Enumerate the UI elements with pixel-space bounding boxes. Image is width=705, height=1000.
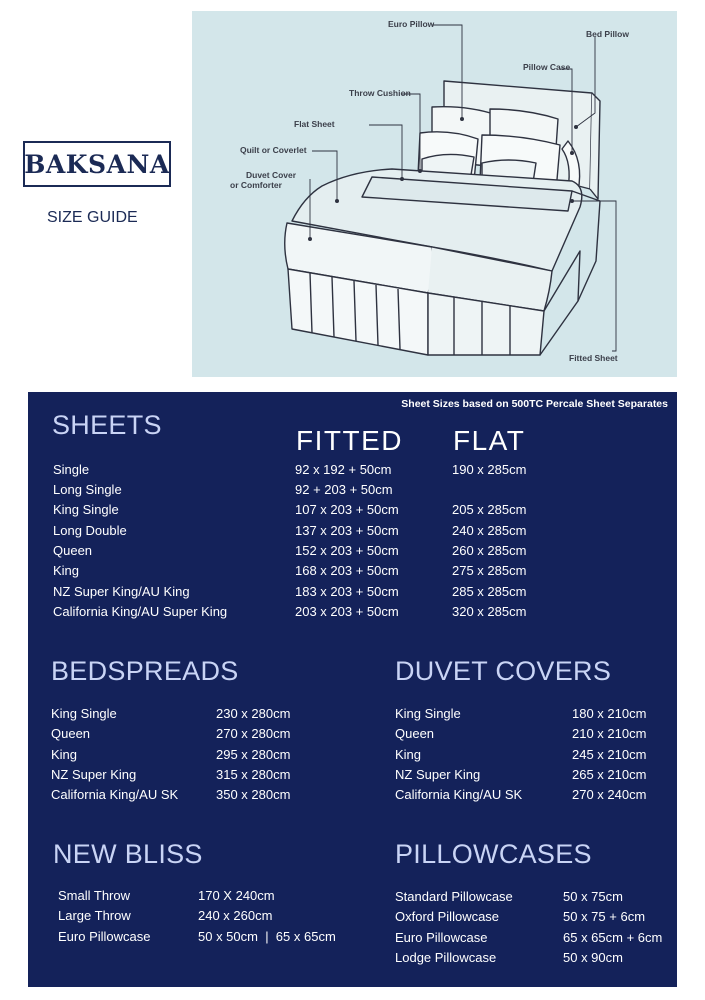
- bed-illustration: [192, 11, 677, 377]
- duvet-size: 270 x 240cm: [572, 787, 647, 802]
- pillowcase-name: Lodge Pillowcase: [395, 950, 497, 965]
- sheets-title: SHEETS: [52, 410, 162, 440]
- new-bliss-item-name: Small Throw: [58, 888, 131, 903]
- pillowcase-size: 50 x 75cm: [563, 889, 623, 904]
- label-quilt: Quilt or Coverlet: [240, 145, 307, 155]
- pillowcase-size: 65 x 65cm + 6cm: [563, 930, 663, 945]
- duvet-size-name: King Single: [395, 706, 461, 721]
- bedspread-size-name: Queen: [51, 726, 91, 741]
- duvet-size: 265 x 210cm: [572, 767, 647, 782]
- sheet-note: Sheet Sizes based on 500TC Percale Sheet Separates: [401, 398, 668, 410]
- sheet-size-name: Long Single: [53, 482, 122, 497]
- new-bliss-item-name: Euro Pillowcase: [58, 929, 151, 944]
- sheet-flat-size: 320 x 285cm: [452, 604, 527, 619]
- bedspread-size: 295 x 280cm: [216, 747, 291, 762]
- sheet-fitted-size: 203 x 203 + 50cm: [295, 604, 399, 619]
- bedspread-size: 270 x 280cm: [216, 726, 291, 741]
- size-panel: [28, 392, 677, 987]
- duvet-size: 245 x 210cm: [572, 747, 647, 762]
- sheet-fitted-size: 92 + 203 + 50cm: [295, 482, 393, 497]
- pillowcase-name: Standard Pillowcase: [395, 889, 513, 904]
- label-pillow-case: Pillow Case: [523, 62, 571, 72]
- label-flat-sheet: Flat Sheet: [294, 119, 335, 129]
- new-bliss-item-size: 170 X 240cm: [198, 888, 275, 903]
- duvet-size-name: California King/AU SK: [395, 787, 523, 802]
- pillowcase-size: 50 x 90cm: [563, 950, 623, 965]
- brand-logo: [23, 141, 171, 187]
- new-bliss-item-size: 240 x 260cm: [198, 908, 273, 923]
- bedspread-size-name: King: [51, 747, 78, 762]
- label-bed-pillow: Bed Pillow: [586, 29, 629, 39]
- bedspread-size-name: King Single: [51, 706, 117, 721]
- label-fitted-sheet: Fitted Sheet: [569, 353, 618, 363]
- new-bliss-title: NEW BLISS: [53, 839, 203, 869]
- sheet-flat-size: 285 x 285cm: [452, 584, 527, 599]
- new-bliss-item-name: Large Throw: [58, 908, 131, 923]
- sheet-flat-size: 260 x 285cm: [452, 543, 527, 558]
- bedspread-size-name: NZ Super King: [51, 767, 137, 782]
- sheet-fitted-size: 137 x 203 + 50cm: [295, 523, 399, 538]
- sheet-flat-size: 240 x 285cm: [452, 523, 527, 538]
- bedspread-size-name: California King/AU SK: [51, 787, 179, 802]
- sheet-fitted-size: 152 x 203 + 50cm: [295, 543, 399, 558]
- sheet-size-name: King: [53, 563, 80, 578]
- label-duvet-line1: Duvet Cover: [246, 170, 297, 180]
- sheet-fitted-size: 92 x 192 + 50cm: [295, 462, 392, 477]
- sheet-size-name: King Single: [53, 502, 119, 517]
- size-guide-heading: SIZE GUIDE: [47, 209, 138, 226]
- bedspread-size: 315 x 280cm: [216, 767, 291, 782]
- sheet-flat-size: 275 x 285cm: [452, 563, 527, 578]
- duvet-covers-title: DUVET COVERS: [395, 656, 612, 686]
- sheet-size-name: Long Double: [53, 523, 127, 538]
- bed-drawing: [192, 11, 677, 377]
- duvet-size-name: Queen: [395, 726, 435, 741]
- sheet-flat-size: 190 x 285cm: [452, 462, 527, 477]
- duvet-size-name: King: [395, 747, 422, 762]
- pillowcase-name: Euro Pillowcase: [395, 930, 488, 945]
- flat-header: FLAT: [453, 425, 526, 456]
- new-bliss-item-size: 50 x 50cm | 65 x 65cm: [198, 929, 336, 944]
- pillowcase-name: Oxford Pillowcase: [395, 909, 500, 924]
- label-throw-cushion: Throw Cushion: [349, 88, 411, 98]
- label-euro-pillow: Euro Pillow: [388, 19, 435, 29]
- duvet-size: 210 x 210cm: [572, 726, 647, 741]
- pillowcases-title: PILLOWCASES: [395, 839, 592, 869]
- duvet-size: 180 x 210cm: [572, 706, 647, 721]
- sheet-fitted-size: 168 x 203 + 50cm: [295, 563, 399, 578]
- sheet-size-name: NZ Super King/AU King: [53, 584, 190, 599]
- duvet-size-name: NZ Super King: [395, 767, 481, 782]
- bedspreads-title: BEDSPREADS: [51, 656, 239, 686]
- bedspread-size: 350 x 280cm: [216, 787, 291, 802]
- sheet-flat-size: 205 x 285cm: [452, 502, 527, 517]
- bedspread-size: 230 x 280cm: [216, 706, 291, 721]
- label-duvet-line2: or Comforter: [230, 180, 282, 190]
- sheet-size-name: California King/AU Super King: [53, 604, 228, 619]
- fitted-header: FITTED: [296, 425, 403, 456]
- sheet-size-name: Queen: [53, 543, 93, 558]
- pillowcase-size: 50 x 75 + 6cm: [563, 909, 646, 924]
- sheet-fitted-size: 107 x 203 + 50cm: [295, 502, 399, 517]
- sheet-size-name: Single: [53, 462, 90, 477]
- sheet-fitted-size: 183 x 203 + 50cm: [295, 584, 399, 599]
- logo-text: BAKSANA: [24, 149, 170, 179]
